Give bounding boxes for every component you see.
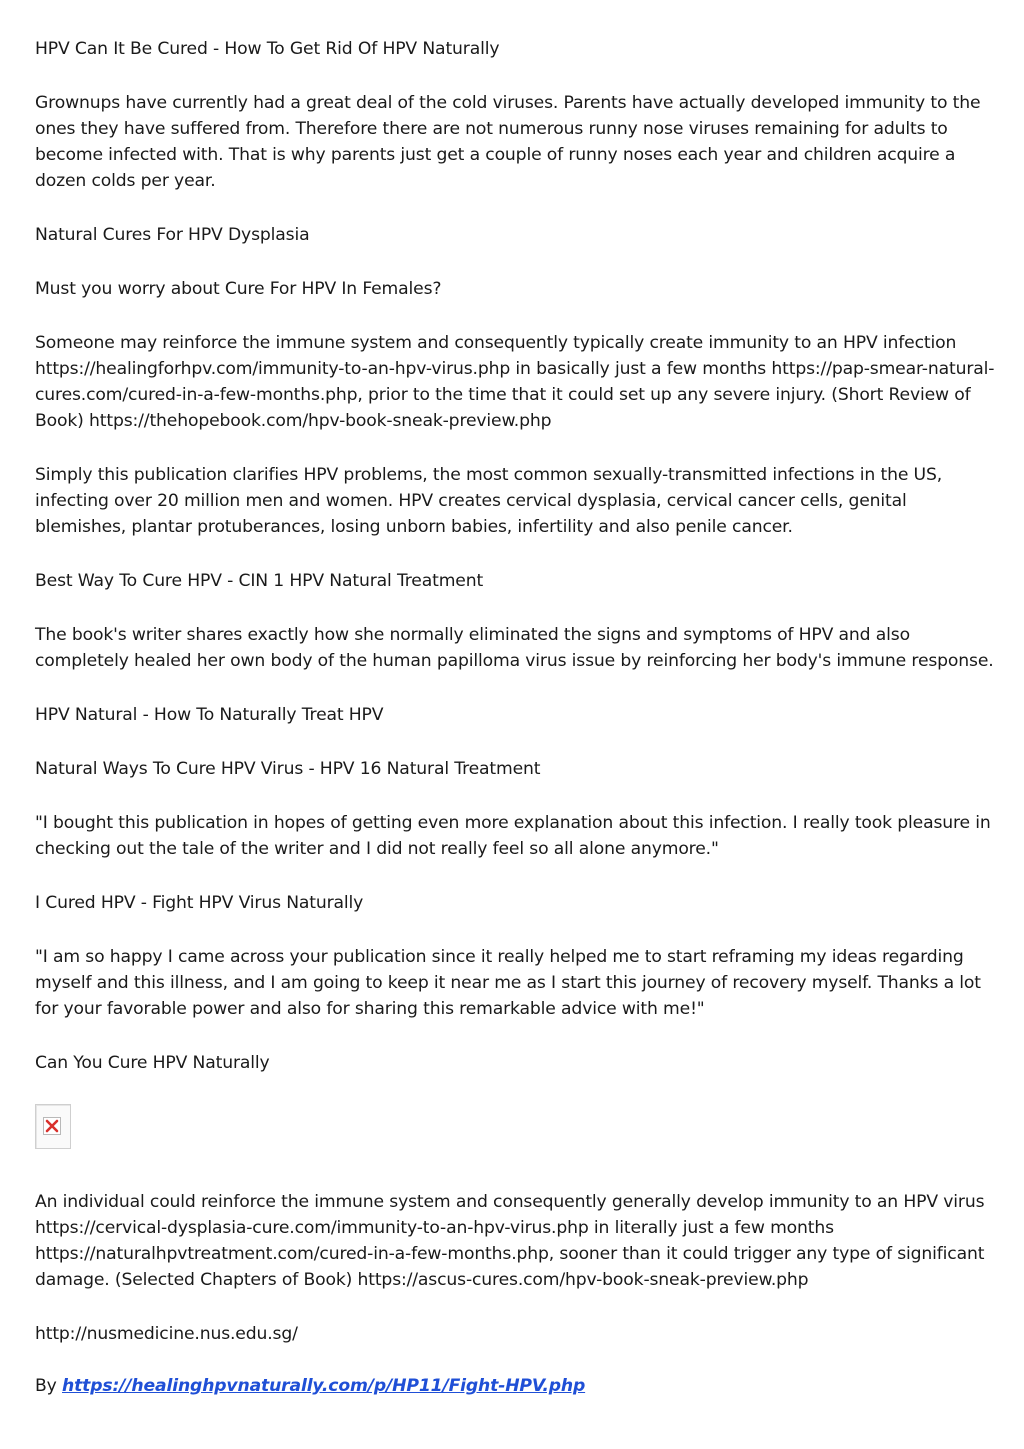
testimonial-quote: "I am so happy I came across your publication since it really helped me to start reframing my ideas regarding myself and this illness, and I am going to keep it near me as I start this journey of recovery myself. Thanks a lot for your favorable power and also for sharing this remarkable advice with me!" (35, 947, 981, 1019)
section-heading: Best Way To Cure HPV - CIN 1 HPV Natural Treatment (35, 571, 484, 591)
paragraph: Simply this publication clarifies HPV problems, the most common sexually-transmitted infections in the US, infecting over 20 million men and women. HPV creates cervical dysplasia, cervical cancer cells, genital blemishes, plantar protuberances, losing unborn babies, infertility and also penile cancer. (35, 465, 943, 537)
paragraph: An individual could reinforce the immune system and consequently generally develop immunity to an HPV virus https://cervical-dysplasia-cure.com/immunity-to-an-hpv-virus.php in literally just a few months https://naturalhpvtreatment.com/cured-in-a-few-months.php, sooner than it could trigger any type of significant damage. (Selected Chapters of Book) https://ascus-cures.com/hpv-book-sneak-preview.php (35, 1192, 985, 1290)
byline (35, 1373, 995, 1399)
section-heading: I Cured HPV - Fight HPV Virus Naturally (35, 893, 364, 913)
section-heading: Must you worry about Cure For HPV In Females? (35, 279, 442, 299)
paragraph: Someone may reinforce the immune system and consequently typically create immunity to an HPV infection https://healingforhpv.com/immunity-to-an-hpv-virus.php in basically just a few months https://pap-smear-natural-cures.com/cured-in-a-few-months.php, prior to the time that it could set up any severe injury. (Short Review of Book) https://thehopebook.com/hpv-book-sneak-preview.php (35, 333, 995, 431)
document-title: HPV Can It Be Cured - How To Get Rid Of HPV Naturally (35, 39, 500, 59)
section-heading: Natural Cures For HPV Dysplasia (35, 225, 310, 245)
paragraph: Grownups have currently had a great deal of the cold viruses. Parents have actually developed immunity to the ones they have suffered from. Therefore there are not numerous runny nose viruses remaining for adults to become infected with. That is why parents just get a couple of runny noses each year and children acquire a dozen colds per year. (35, 93, 981, 191)
testimonial-quote: "I bought this publication in hopes of getting even more explanation about this infection. I really took pleasure in checking out the tale of the writer and I did not really feel so all alone anymore." (35, 813, 991, 859)
byline-link[interactable]: https://healinghpvnaturally.com/p/HP11/Fight-HPV.php (62, 1376, 586, 1396)
source-url: http://nusmedicine.nus.edu.sg/ (35, 1324, 298, 1344)
byline-prefix: By (35, 1376, 57, 1396)
document-body (35, 36, 995, 1427)
close-icon (43, 1117, 61, 1135)
section-heading: Natural Ways To Cure HPV Virus - HPV 16 Natural Treatment (35, 759, 541, 779)
section-heading: HPV Natural - How To Naturally Treat HPV (35, 705, 384, 725)
broken-image-icon (35, 1104, 71, 1149)
paragraph: The book's writer shares exactly how she normally eliminated the signs and symptoms of HPV and also completely healed her own body of the human papilloma virus issue by reinforcing her body's immune response. (35, 625, 994, 671)
section-heading: Can You Cure HPV Naturally (35, 1053, 270, 1073)
